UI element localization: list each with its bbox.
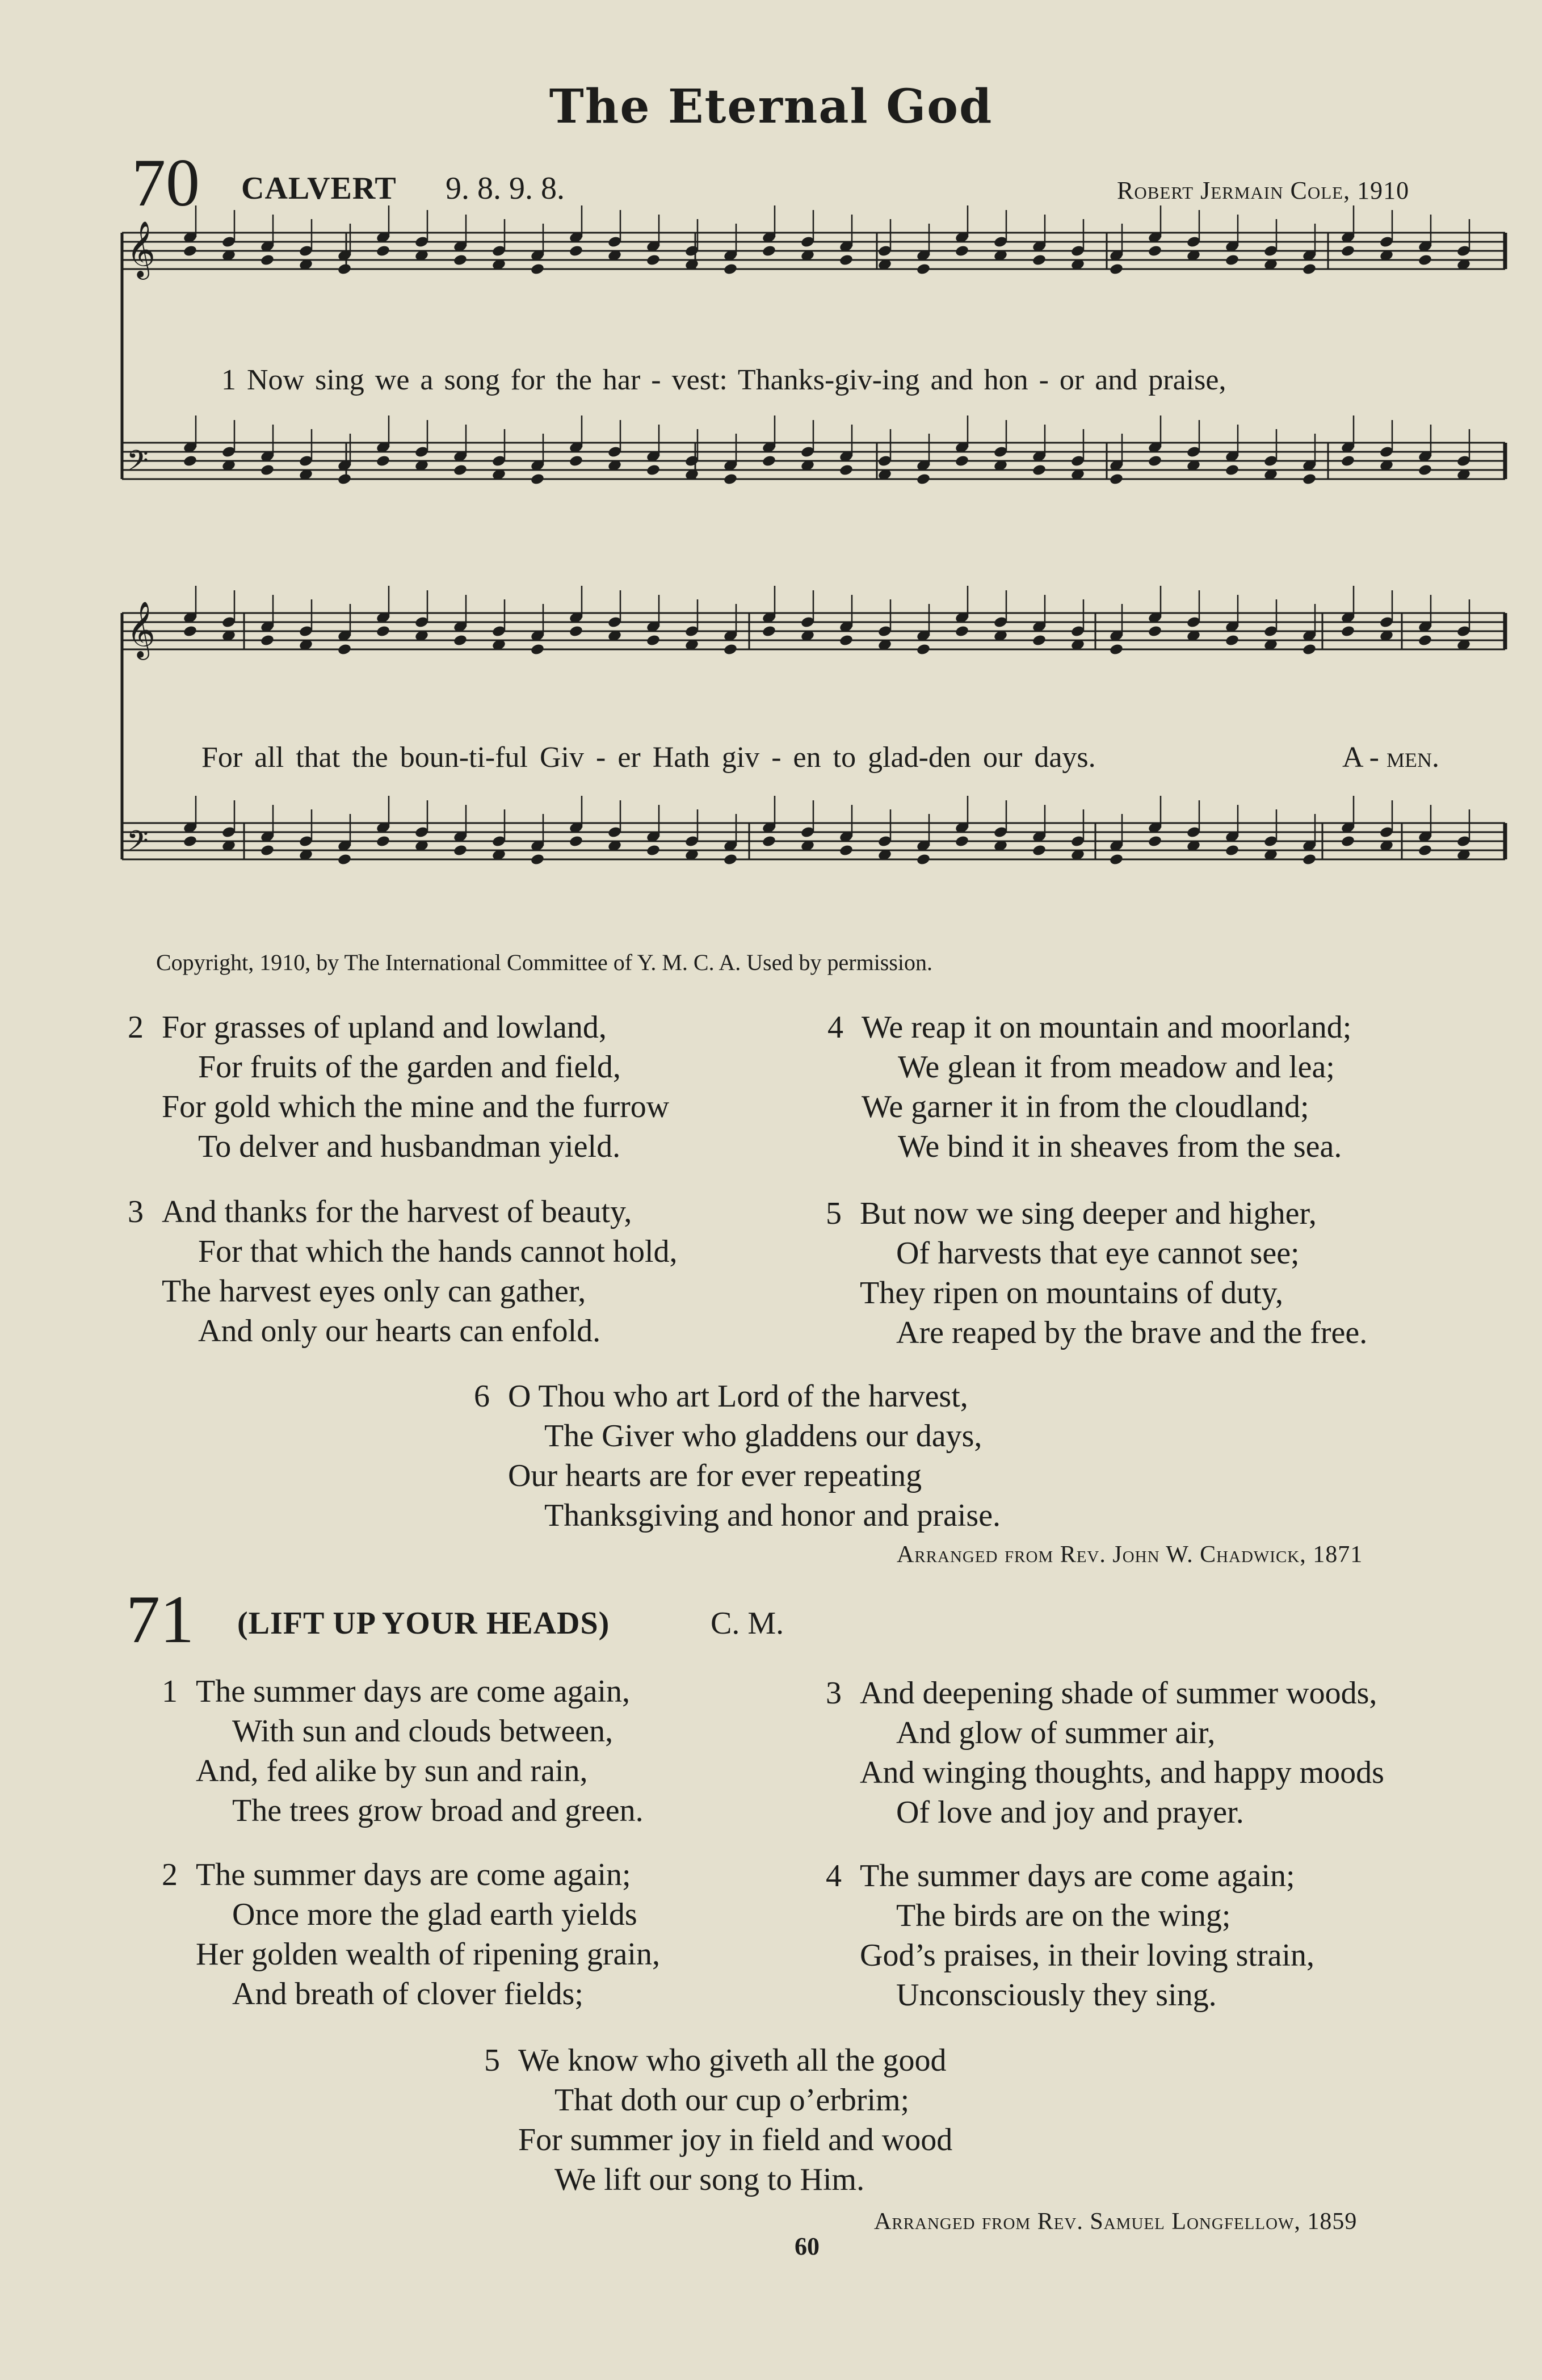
staff [122, 586, 1505, 660]
note-head [1302, 853, 1317, 866]
note-head [1418, 634, 1432, 647]
note-head [1148, 455, 1162, 468]
bass-clef-icon: 𝄢 [127, 825, 149, 864]
hymn-70-composer: Robert Jermain Cole, 1910 [1117, 177, 1410, 204]
note-head [839, 634, 854, 647]
note-head [260, 464, 275, 477]
note-head [762, 835, 776, 848]
note-head [569, 835, 583, 848]
note-head [530, 643, 545, 656]
hymn-71-stanza-5: 5 We know who giveth all the good That doth our cup o’erbrim; For summer joy in field and wood We lift our song to Him. [484, 2043, 953, 2197]
note-head [183, 835, 198, 848]
note-head [1032, 634, 1047, 647]
note-head [376, 455, 390, 468]
note-head [916, 853, 931, 866]
note-head [530, 853, 545, 866]
note-head [955, 625, 969, 638]
hymn-71-tune: (LIFT UP YOUR HEADS) [237, 1606, 610, 1641]
hymn-70-stanza-2: 2 For grasses of upland and lowland, For fruits of the garden and field, For gold which the mine and the furrow To delver and husbandman yield. [128, 1010, 670, 1164]
note-head [1418, 254, 1432, 267]
note-head [646, 464, 661, 477]
note-head [183, 245, 198, 258]
note-head [1225, 634, 1240, 647]
note-head [1341, 245, 1355, 258]
hymn-71-number: 71 [126, 1581, 194, 1657]
section-title: The Eternal God [549, 79, 993, 134]
hymn-71-stanza-4: 4 The summer days are come again; The birds are on the wing; God’s praises, in their loving strain, Unconsciously they sing. [826, 1858, 1315, 2013]
note-head [1302, 263, 1317, 276]
hymn-71-meter: C. M. [711, 1606, 784, 1641]
note-head [955, 455, 969, 468]
note-head [1341, 835, 1355, 848]
note-head [337, 643, 352, 656]
note-head [646, 634, 661, 647]
note-head [1148, 625, 1162, 638]
note-head [569, 625, 583, 638]
note-head [1032, 254, 1047, 267]
staff [122, 205, 1505, 280]
note-head [1109, 263, 1124, 276]
staff [122, 796, 1505, 866]
page-number: 60 [795, 2232, 820, 2260]
staff [122, 415, 1505, 485]
hymn-71-stanza-2: 2 The summer days are come again; Once more the glad earth yields Her golden wealth of ripening grain, And breath of clover fields; [162, 1857, 660, 2012]
note-head [723, 643, 738, 656]
note-head [916, 263, 931, 276]
note-head [839, 464, 854, 477]
hymn-71-attribution: Arranged from Rev. Samuel Longfellow, 1859 [874, 2209, 1358, 2235]
note-head [955, 245, 969, 258]
hymn-70-stanza-4: 4 We reap it on mountain and moorland; We glean it from meadow and lea; We garner it in from the cloudland; We bind it in sheaves from the sea. [827, 1010, 1352, 1164]
note-head [1418, 844, 1432, 857]
note-head [453, 464, 468, 477]
hymn-70-meter: 9. 8. 9. 8. [446, 171, 565, 206]
note-head [762, 245, 776, 258]
note-head [1148, 835, 1162, 848]
note-head [646, 844, 661, 857]
note-head [916, 473, 931, 486]
note-head [1302, 643, 1317, 656]
note-head [1302, 473, 1317, 486]
music-score [0, 0, 1542, 976]
hymn-70-stanza-3: 3 And thanks for the harvest of beauty, For that which the hands cannot hold, The harvest eyes only can gather, And only our hearts can enfold. [128, 1194, 678, 1349]
hymn-71-stanza-3: 3 And deepening shade of summer woods, And glow of summer air, And winging thoughts, and happy moods Of love and joy and prayer. [826, 1676, 1384, 1830]
note-head [839, 254, 854, 267]
note-head [1341, 625, 1355, 638]
note-head [955, 835, 969, 848]
note-head [1225, 464, 1240, 477]
hymn-70-amen: A - men. [1342, 741, 1439, 774]
note-head [1032, 844, 1047, 857]
note-head [723, 473, 738, 486]
note-head [1109, 853, 1124, 866]
note-head [376, 835, 390, 848]
hymn-70-lyric-line-2: For all that the boun-ti-ful Giv - er Hath giv - en to glad-den our days. [201, 741, 1096, 774]
note-head [183, 625, 198, 638]
hymn-70-attribution: Arranged from Rev. John W. Chadwick, 1871 [897, 1542, 1363, 1568]
hymn-70-copyright: Copyright, 1910, by The International Committee of Y. M. C. A. Used by permission. [156, 950, 933, 975]
note-head [1032, 464, 1047, 477]
hymn-70-stanza-6: 6 O Thou who art Lord of the harvest, The Giver who gladdens our days, Our hearts are for ever repeating Thanksgiving and honor and praise. [474, 1379, 1001, 1533]
note-head [1109, 473, 1124, 486]
note-head [723, 263, 738, 276]
note-head [453, 844, 468, 857]
note-head [453, 634, 468, 647]
note-head [530, 263, 545, 276]
note-head [569, 455, 583, 468]
bass-clef-icon: 𝄢 [127, 444, 149, 484]
treble-clef-icon: 𝄞 [127, 221, 156, 278]
note-head [376, 245, 390, 258]
hymn-70-tune: CALVERT [241, 171, 397, 206]
note-head [453, 254, 468, 267]
note-head [260, 634, 275, 647]
note-head [1109, 643, 1124, 656]
note-head [1225, 844, 1240, 857]
note-head [762, 455, 776, 468]
note-head [569, 245, 583, 258]
hymn-70-lyric-line-1: 1 Now sing we a song for the har - vest: Thanks-giv-ing and hon - or and praise, [221, 364, 1226, 396]
note-head [260, 844, 275, 857]
note-head [1225, 254, 1240, 267]
note-head [1341, 455, 1355, 468]
note-head [1418, 464, 1432, 477]
treble-clef-icon: 𝄞 [127, 601, 156, 658]
note-head [337, 473, 352, 486]
note-head [376, 625, 390, 638]
note-head [839, 844, 854, 857]
note-head [1148, 245, 1162, 258]
note-head [646, 254, 661, 267]
note-head [530, 473, 545, 486]
hymn-71-stanza-1: 1 The summer days are come again, With sun and clouds between, And, fed alike by sun and rain, The trees grow broad and green. [162, 1674, 644, 1828]
note-head [260, 254, 275, 267]
note-head [762, 625, 776, 638]
hymn-70-number: 70 [132, 145, 200, 220]
note-head [183, 455, 198, 468]
note-head [916, 643, 931, 656]
note-head [337, 853, 352, 866]
note-head [337, 263, 352, 276]
note-head [723, 853, 738, 866]
hymn-70-stanza-5: 5 But now we sing deeper and higher, Of harvests that eye cannot see; They ripen on mountains of duty, Are reaped by the brave and the free. [826, 1196, 1368, 1350]
